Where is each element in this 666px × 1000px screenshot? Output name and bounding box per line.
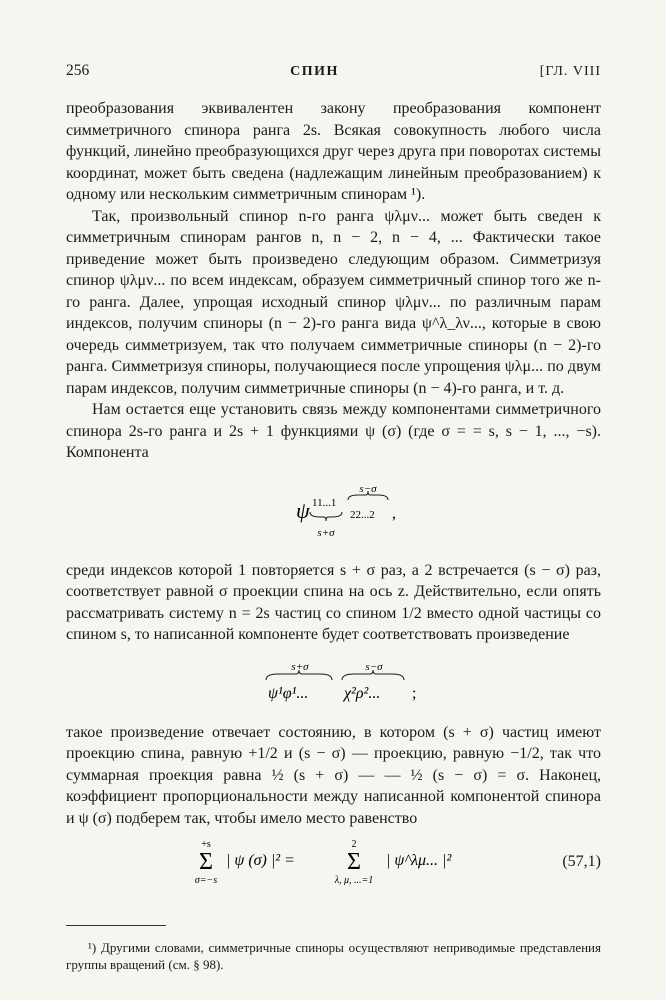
- paragraph-2: Так, произвольный спинор n-го ранга ψλμν... может быть сведен к симметричным спинорам рангов n, n − 2, n − 4, ... Фактически такое приведение может быть произведено следующим образом. Симметризуя спинор ψλμν... по всем индексам, образуем симметричный спинор того же n-го ранга. Далее, упрощая исходный спинор ψλμν... по различным парам индексов, получим спиноры (n − 2)-го ранга вида ψ^λ_λν..., которые в свою очередь симметризуем, так что получаем симметричные спиноры (n − 2)-го ранга. Симметризуя спиноры, получающиеся после упрощения ψλμ... по двум парам индексов, получим симметричные спиноры (n − 4)-го ранга, и т. д.: [66, 207, 602, 397]
- chapter-label: [ГЛ. VIII: [539, 64, 601, 79]
- paragraph-4: среди индексов которой 1 повторяется s + σ раз, а 2 встречается (s − σ) раз, соответствует равной σ проекции спина на ось z. Действительно, если опять рассматривать систему n = 2s частиц со спином 1/2 вместо одной частицы со спином s, то написанной компоненте будет соответствовать произведение: [66, 561, 601, 643]
- brace-label-bottom: s+σ: [317, 526, 335, 539]
- paragraph-1: преобразования эквивалентен закону преобразования компонент симметричного спинора ранга 2s. Всякая совокупность любого числа функций, линейно преобразующихся друг через друга при поворотах системы координат, может быть сведена (надлежащим линейным преобразованием) к одному или нескольким симметричным спинорам ¹).: [66, 100, 601, 203]
- sum-rhs-upper: 2: [351, 839, 357, 850]
- footnote: ¹) Другими словами, симметричные спиноры осуществляют неприводимые представления группы вращений (см. § 98).: [66, 940, 601, 972]
- semicolon: ;: [412, 684, 417, 702]
- running-title: СПИН: [290, 64, 339, 79]
- brace-label-top: s−σ: [359, 482, 377, 495]
- formula-component: [66, 478, 601, 544]
- sum-upper-limit: +s: [201, 839, 211, 850]
- page: [66, 62, 601, 986]
- formula-product: [66, 658, 601, 708]
- product-right: χ²ρ²...: [344, 684, 381, 702]
- formula-normalization-svg: [190, 837, 490, 885]
- page-number: 256: [66, 62, 90, 79]
- indices-ones: 11...1: [312, 496, 337, 509]
- comma: ,: [392, 504, 396, 522]
- formula-normalization: [66, 837, 601, 885]
- rhs-expression: | ψ^λμ... |²: [386, 852, 452, 869]
- underbrace: [310, 512, 342, 521]
- brace-label-right: s−σ: [365, 660, 383, 673]
- sum-lower-limit: σ=−s: [194, 875, 218, 885]
- running-head: [66, 62, 601, 88]
- sum-rhs-lower: λ, μ, ...=1: [334, 875, 374, 885]
- indices-twos: 22...2: [350, 508, 375, 521]
- formula-product-svg: [262, 658, 422, 708]
- body-text: [66, 98, 601, 885]
- overbrace-left: [266, 670, 332, 680]
- equation-number: (57,1): [562, 853, 601, 870]
- lhs-expression: | ψ (σ) |² =: [226, 852, 295, 869]
- product-left: ψ¹φ¹...: [268, 684, 309, 702]
- formula-component-svg: [288, 478, 408, 544]
- overbrace: [348, 491, 388, 500]
- paragraph-3: Нам остается еще установить связь между компонентами симметричного спинора 2s-го ранга и 2s + 1 функциями ψ (σ) (где σ = = s, s − 1, ..., −s). Компонента: [66, 401, 601, 461]
- sum-symbol-right: Σ: [347, 849, 361, 875]
- paragraph-5: такое произведение отвечает состоянию, в котором (s + σ) частиц имеют проекцию спина, равную +1/2 и (s − σ) — проекцию, равную −1/2, так что суммарная проекция равна ½ (s + σ) — — ½ (s − σ) = σ. Наконец, коэффициент пропорциональности между написанной компонентой спинора и ψ (σ) подберем так, чтобы имело место равенство: [66, 723, 601, 827]
- overbrace-right: [342, 670, 404, 680]
- brace-label-left: s+σ: [291, 660, 309, 673]
- sum-symbol-left: Σ: [199, 849, 213, 875]
- psi-symbol: ψ: [296, 497, 310, 523]
- footnote-rule: [66, 925, 166, 926]
